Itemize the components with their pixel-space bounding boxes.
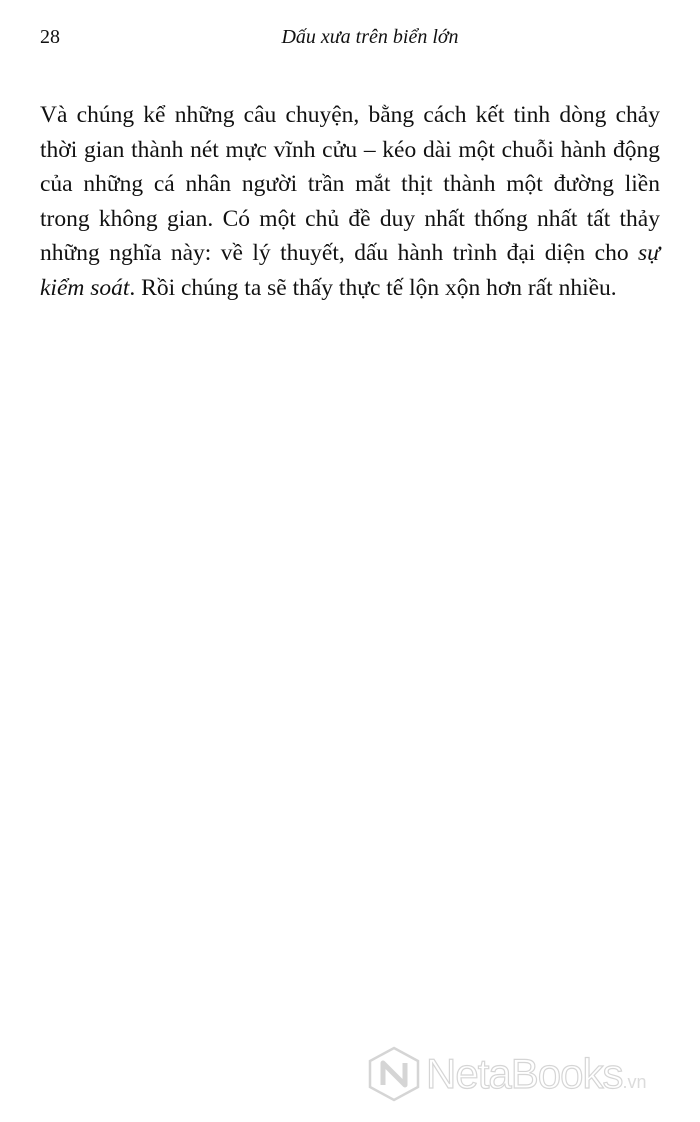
watermark-domain-suffix: .vn xyxy=(622,1072,647,1092)
paragraph-text-start: Và chúng kể những câu chuyện, bằng cách kết tinh dòng chảy thời gian thành nét mực vĩnh cửu – kéo dài một chuỗi hành động của những cá nhân người trần mắt thịt thành một đường liền trong không gian. Có một chủ đề duy nhất thống nhất tất thảy những nghĩa này: về lý thuyết, dấu hành trình đại diện cho xyxy=(40,102,660,266)
italic-phrase: sự kiểm soát xyxy=(40,240,660,301)
watermark xyxy=(366,1044,686,1104)
watermark-brand-name: NetaBooks xyxy=(426,1050,623,1097)
paragraph xyxy=(40,98,660,305)
body-text xyxy=(40,98,660,305)
netabooks-logo-icon xyxy=(366,1045,422,1103)
page-header xyxy=(40,26,660,56)
watermark-brand xyxy=(426,1050,646,1098)
running-title: Dấu xưa trên biển lớn xyxy=(281,26,459,48)
page-number: 28 xyxy=(40,26,60,48)
paragraph-text-end: . Rồi chúng ta sẽ thấy thực tế lộn xộn hơn rất nhiều. xyxy=(129,274,617,301)
